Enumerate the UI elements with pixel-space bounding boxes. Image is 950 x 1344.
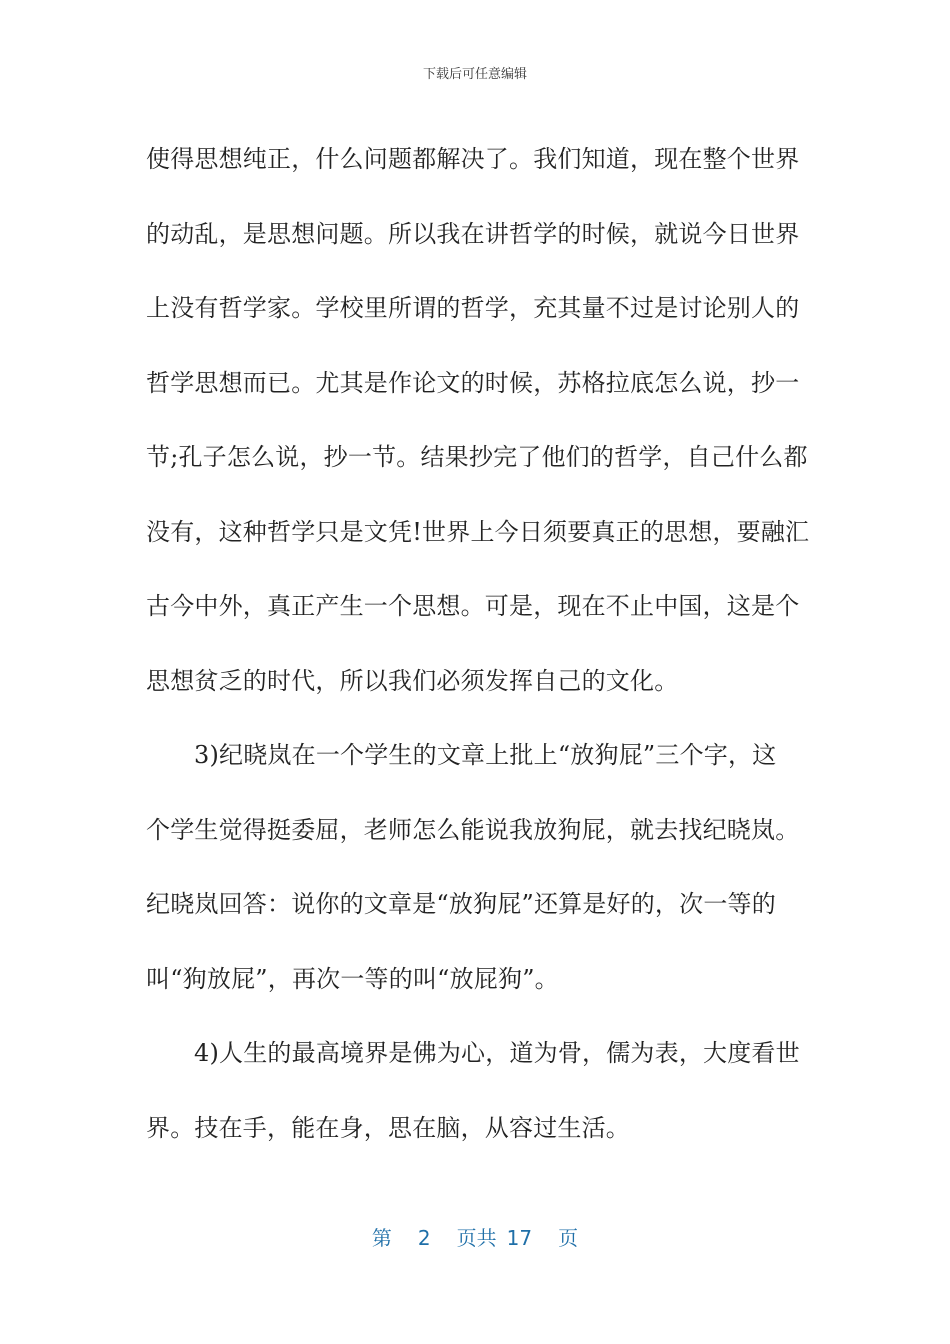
text-line: 4)人生的最高境界是佛为心，道为骨，儒为表，大度看世: [194, 1039, 800, 1067]
text-line: 哲学思想而已。尤其是作论文的时候，苏格拉底怎么说，抄一: [146, 368, 800, 397]
current-page-number: 2: [417, 1226, 431, 1250]
text-line: 纪晓岚回答：说你的文章是“放狗屁”还算是好的，次一等的: [146, 890, 776, 918]
text-line: 界。技在手，能在身，思在脑，从容过生活。: [146, 1113, 630, 1142]
page-header-note: 下载后可任意编辑: [422, 67, 527, 82]
text-line: 的动乱，是思想问题。所以我在讲哲学的时候，就说今日世界: [146, 219, 800, 248]
text-line: 叫“狗放屁”，再次一等的叫“放屁狗”。: [146, 964, 559, 993]
footer-suffix: 页: [558, 1226, 579, 1250]
text-line: 古今中外，真正产生一个思想。可是，现在不止中国，这是个: [146, 592, 800, 620]
footer-middle: 页共: [456, 1226, 497, 1250]
text-line: 节;孔子怎么说，抄一节。结果抄完了他们的哲学，自己什么都: [146, 443, 808, 471]
text-line: 3)纪晓岚在一个学生的文章上批上“放狗屁”三个字，这: [194, 741, 777, 769]
paragraph-1: [146, 122, 810, 718]
page-number-footer: [0, 1224, 950, 1252]
footer-prefix: 第: [371, 1226, 392, 1250]
document-body: [146, 122, 810, 1165]
text-line: 个学生觉得挺委屈，老师怎么能说我放狗屁，就去找纪晓岚。: [146, 815, 800, 844]
text-line: 没有，这种哲学只是文凭!世界上今日须要真正的思想，要融汇: [146, 517, 810, 546]
paragraph-3: [146, 1016, 806, 1165]
paragraph-2: [146, 718, 806, 1016]
text-line: 上没有哲学家。学校里所谓的哲学，充其量不过是讨论别人的: [146, 294, 800, 322]
text-line: 思想贫乏的时代，所以我们必须发挥自己的文化。: [146, 666, 679, 695]
text-line: 使得思想纯正，什么问题都解决了。我们知道，现在整个世界: [146, 145, 800, 173]
total-pages-number: 17: [506, 1226, 533, 1250]
